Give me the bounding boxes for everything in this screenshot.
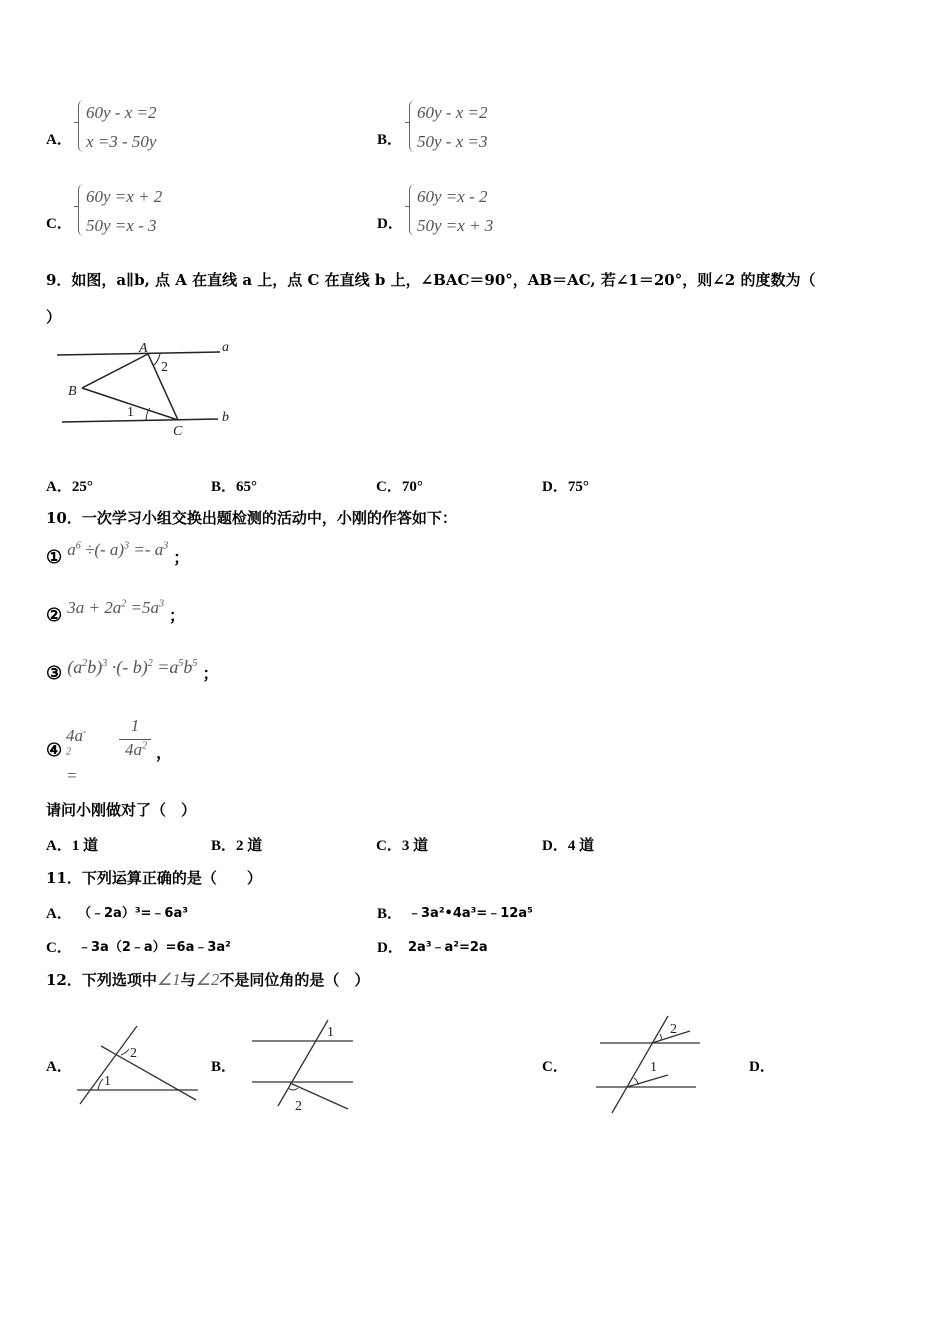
option-value: （﹣2a）³=﹣6a³: [78, 906, 188, 921]
label-angle-2: 2: [161, 360, 168, 375]
q10-item-3: ③ $(a^2b)^3$ ·(- $b)^2 =a^5b^5$ ；: [46, 657, 219, 684]
equation-line: 50y - x =3: [417, 132, 488, 151]
label-line-b: b: [222, 410, 229, 425]
option-d: D．4 道: [542, 838, 595, 854]
equation-line: 60y - x =2: [417, 103, 488, 122]
option-label: D．: [377, 940, 403, 956]
q12-option-a-label: A．: [46, 1059, 72, 1075]
label-angle-1: 1: [104, 1074, 111, 1089]
option-value: 2a³﹣a²=2a: [408, 940, 488, 955]
equation-line: 50y =x + 3: [417, 216, 494, 235]
equation-line: 60y =x - 2: [417, 187, 488, 206]
option-label: B．: [377, 906, 403, 922]
q12-figure-b: [252, 1020, 353, 1114]
q9-text-cont: ）: [46, 308, 62, 326]
q11-text: 11．下列运算正确的是（ ）: [46, 869, 262, 887]
q12-option-b-label: B．: [211, 1059, 237, 1075]
q12-figure-c: [596, 1016, 700, 1113]
option-label: A．: [46, 132, 72, 148]
label-b-point: B: [68, 384, 77, 399]
label-angle-1: 1: [127, 405, 134, 420]
option-label: C．: [46, 216, 72, 232]
equation-line: 50y =x - 3: [86, 216, 157, 235]
option-a: A．25°: [46, 479, 93, 495]
q10-item-1: ① $a^6$ ÷(- $a)^3 =- a^3$ ；: [46, 540, 190, 568]
equation-line: x =3 - 50y: [86, 132, 157, 151]
label-angle-2: 2: [130, 1046, 137, 1061]
equation-line: 60y - x =2: [86, 103, 157, 122]
q10-ask: 请问小刚做对了（ ）: [46, 801, 197, 819]
option-label: C．: [46, 940, 72, 956]
option-value: ﹣3a²•4a³=﹣12a⁵: [408, 906, 533, 921]
option-label: B．: [377, 132, 403, 148]
option-b: B．2 道: [211, 838, 263, 854]
option-value: ﹣3a（2﹣a）=6a﹣3a²: [78, 940, 231, 955]
label-angle-1: 1: [650, 1060, 657, 1075]
q9-text: 9．如图，a∥b, 点 A 在直线 a 上，点 C 在直线 b 上，∠BAC＝90°，AB＝AC, 若∠1＝20°，则∠2 的度数为（: [46, 271, 816, 289]
q12-option-c-label: C．: [542, 1059, 568, 1075]
q12-text: 12．下列选项中∠1与∠2不是同位角的是（ ）: [46, 970, 370, 989]
option-c: C．3 道: [376, 838, 429, 854]
label-c-point: C: [173, 424, 183, 439]
q12-figure-a: [77, 1026, 198, 1104]
q12-option-d-label: D．: [749, 1059, 775, 1075]
option-label: D．: [377, 216, 403, 232]
label-a-point: A: [139, 341, 148, 356]
label-angle-2: 2: [295, 1099, 302, 1114]
option-b: B．65°: [211, 479, 258, 495]
option-c: C．70°: [376, 479, 423, 495]
option-d: D．75°: [542, 479, 589, 495]
label-line-a: a: [222, 340, 229, 355]
label-angle-2: 2: [670, 1022, 677, 1037]
option-label: A．: [46, 906, 72, 922]
q10-text: 10．一次学习小组交换出题检测的活动中，小刚的作答如下：: [46, 509, 457, 527]
q10-item-2: ② $3a + 2a^2 =5a^3$ ；: [46, 598, 186, 626]
equation-line: 60y =x + 2: [86, 187, 163, 206]
label-angle-1: 1: [327, 1025, 334, 1040]
option-a: A．1 道: [46, 838, 99, 854]
